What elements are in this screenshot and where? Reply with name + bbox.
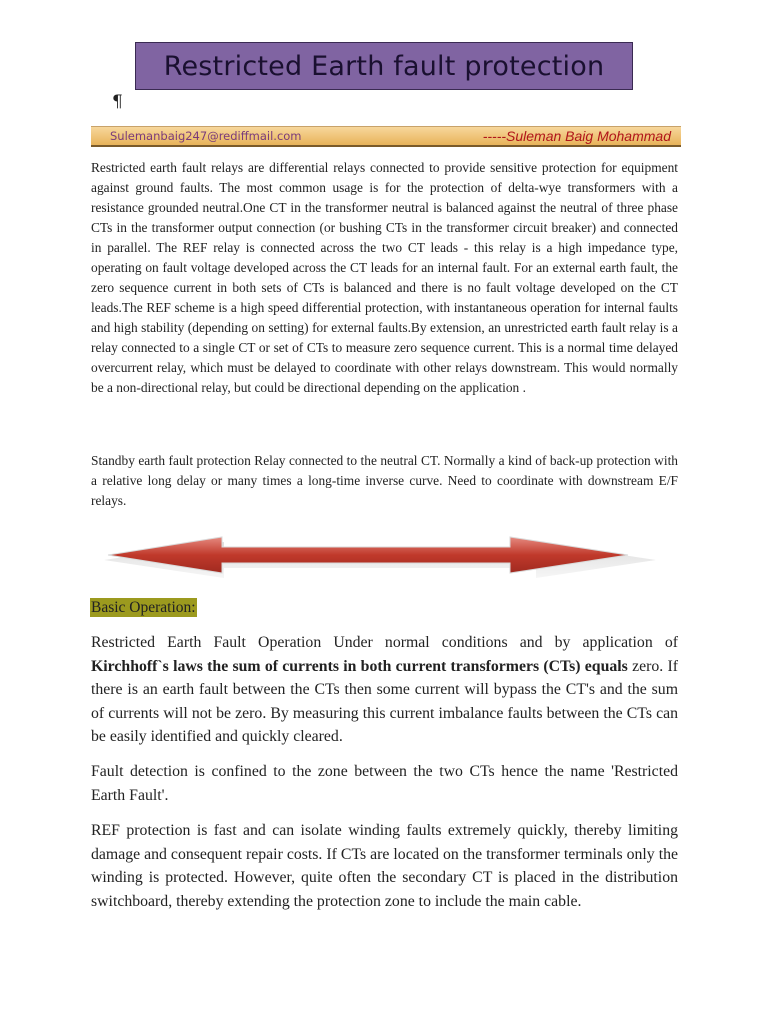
operation-paragraph-3: REF protection is fast and can isolate winding faults extremely quickly, thereby limiting damage and consequent repair costs. If CTs are located on the transformer terminals only the winding is protected. However, quite often the secondary CT is placed in the distribution switchboard, thereby extending the protection zone to include the main cable. — [91, 822, 678, 910]
intro-paragraph-1: Restricted earth fault relays are differential relays connected to provide sensitive protection for equipment against ground faults. The most common usage is for the protection of delta-wye transformers with a resistance grounded neutral.One CT in the transformer neutral is balanced against the neutral of three phase CTs in the transformer output connection (or bushing CTs in the transformer circuit breaker) and connected in parallel. The REF relay is connected across the two CT leads - this relay is a high impedance type, operating on fault voltage developed across the CT leads for an internal fault. For an external earth fault, the zero sequence current in both sets of CTs is balanced and there is no fault voltage developed on the CT leads.The REF scheme is a high speed differential protection, with instantaneous operation for internal faults and high stability (depending on setting) for external faults.By extension, an unrestricted earth fault relay is a relay connected to a single CT or set of CTs to measure zero sequence current. This is a normal time delayed overcurrent relay, which must be delayed to coordinate with other relays downstream. This would normally be a non-directional relay, but could be directional depending on the application . — [91, 160, 678, 395]
section-heading: Basic Operation: — [91, 599, 196, 616]
operation-p1-end: zero. If there is an earth fault between the CTs then some current will bypass the CT's and the sum of currents will not be zero. By measuring this current imbalance faults between the CTs can be easily identified and quickly cleared. — [91, 657, 678, 745]
author-bar — [91, 126, 681, 147]
author-name: -----Suleman Baig Mohammad — [482, 128, 671, 144]
pilcrow-mark: ¶ — [112, 92, 123, 112]
operation-paragraph-2: Fault detection is confined to the zone between the two CTs hence the name 'Restricted Earth Fault'. — [91, 763, 678, 804]
operation-p1-bold: Kirchhoff`s laws the sum of currents in both current transformers (CTs) equals — [91, 657, 628, 675]
author-email[interactable]: Sulemanbaig247@rediffmail.com — [110, 129, 302, 143]
document-title: Restricted Earth fault protection — [163, 50, 605, 82]
double-headed-arrow-icon — [100, 534, 660, 582]
intro-paragraph-2: Standby earth fault protection Relay connected to the neutral CT. Normally a kind of back-up protection with a relative long delay or many times a long-time inverse curve. Need to coordinate with downstream E/F relays. — [91, 453, 678, 508]
operation-p1-start: Restricted Earth Fault Operation Under normal conditions and by application of — [91, 634, 678, 651]
title-banner — [135, 42, 633, 90]
operation-paragraph-1 — [91, 631, 678, 749]
